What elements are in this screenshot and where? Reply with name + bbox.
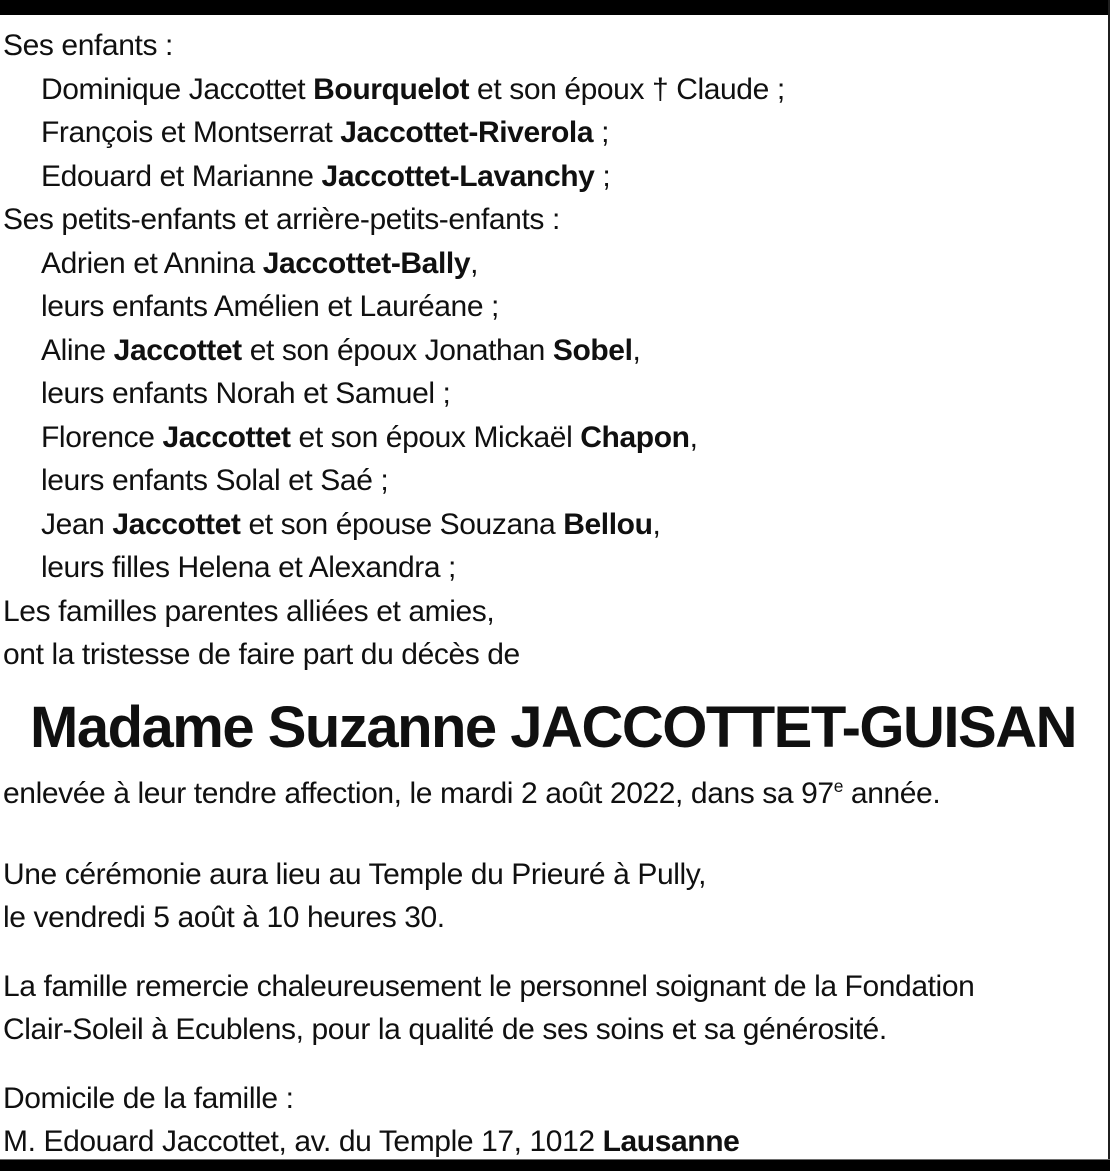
paragraph-line — [3, 1008, 1108, 1051]
ceremony-paragraph — [3, 853, 1108, 939]
family-line — [3, 242, 1108, 286]
family-line — [3, 459, 1108, 503]
family-list — [3, 24, 1108, 677]
death-announcement-line — [3, 765, 1108, 815]
text-segment: ; — [593, 116, 610, 149]
bold-name-segment: Jaccottet — [162, 420, 291, 454]
text-segment: leurs filles Helena et Alexandra ; — [41, 551, 456, 584]
family-line — [3, 68, 1108, 112]
text-segment: Aline — [41, 333, 114, 367]
text-segment: Florence — [41, 420, 163, 454]
bold-name-segment: Jaccottet — [113, 333, 242, 367]
bold-name-segment: Jaccottet-Bally — [262, 246, 471, 280]
text-segment: , — [652, 507, 661, 541]
text-segment: et son épouse Souzana — [240, 507, 564, 541]
text-segment: Ses petits-enfants et arrière-petits-enfants : — [3, 203, 560, 236]
text-segment: Domicile de la famille : — [3, 1081, 294, 1115]
text-segment: Ses enfants : — [3, 29, 173, 62]
text-segment: leurs enfants Norah et Samuel ; — [41, 377, 451, 410]
paragraph-line — [3, 896, 1108, 939]
bold-name-segment: Jaccottet — [112, 507, 241, 541]
bottom-bar — [0, 1159, 1110, 1171]
text-segment: année. — [842, 776, 941, 810]
paragraphs-container — [3, 853, 1108, 1163]
thanks-paragraph — [3, 965, 1108, 1051]
text-segment: M. Edouard Jaccottet, av. du Temple 17, 1012 — [3, 1124, 603, 1158]
family-line — [3, 198, 1108, 242]
text-segment: Dominique Jaccottet — [41, 72, 314, 106]
top-bar — [0, 0, 1110, 15]
text-segment: , — [632, 333, 641, 367]
text-segment: e — [833, 775, 843, 796]
bold-name-segment: Lausanne — [602, 1124, 740, 1158]
family-line — [3, 416, 1108, 460]
family-line — [3, 633, 1108, 677]
family-line — [3, 285, 1108, 329]
text-segment: enlevée à leur tendre affection, le mardi 2 août 2022, dans sa 97 — [3, 776, 834, 810]
text-segment: Les familles parentes alliées et amies, — [3, 594, 495, 628]
domicile-paragraph — [3, 1077, 1108, 1163]
text-segment: ont la tristesse de faire part du décès de — [3, 638, 520, 671]
family-line — [3, 111, 1108, 155]
family-line — [3, 503, 1108, 547]
paragraph-line — [3, 965, 1108, 1008]
text-segment: et son époux Mickaël — [290, 420, 581, 454]
text-segment: Jean — [41, 507, 113, 541]
bold-name-segment: Chapon — [580, 420, 690, 454]
text-segment: le vendredi 5 août à 10 heures 30. — [3, 900, 445, 934]
text-segment: leurs enfants Amélien et Lauréane ; — [41, 290, 499, 323]
paragraph-line — [3, 1077, 1108, 1120]
bold-name-segment: Sobel — [552, 333, 633, 367]
text-segment: , — [689, 420, 698, 454]
bold-name-segment: Jaccottet-Riverola — [340, 116, 594, 149]
text-segment: Edouard et Marianne — [41, 159, 322, 193]
family-line — [3, 590, 1108, 634]
family-line — [3, 329, 1108, 373]
text-segment: ; — [594, 159, 611, 193]
family-line — [3, 155, 1108, 199]
bold-name-segment: Bellou — [563, 507, 653, 541]
family-line — [3, 372, 1108, 416]
bold-name-segment: Bourquelot — [313, 72, 470, 106]
family-line — [3, 24, 1108, 68]
family-line — [3, 546, 1108, 590]
paragraph-line — [3, 1120, 1108, 1163]
text-segment: et son époux † Claude ; — [469, 72, 785, 106]
text-segment: Adrien et Annina — [41, 246, 263, 280]
text-segment: , — [470, 246, 479, 280]
bold-name-segment: Jaccottet-Lavanchy — [321, 159, 595, 193]
text-segment: Une cérémonie aura lieu au Temple du Prieuré à Pully, — [3, 857, 707, 891]
text-segment: Clair-Soleil à Ecublens, pour la qualité de ses soins et sa générosité. — [3, 1012, 887, 1046]
text-segment: François et Montserrat — [41, 116, 341, 149]
notice-content — [0, 15, 1108, 1163]
text-segment: et son époux Jonathan — [241, 333, 553, 367]
paragraph-line — [3, 853, 1108, 896]
text-segment: La famille remercie chaleureusement le personnel soignant de la Fondation — [3, 969, 975, 1003]
text-segment: leurs enfants Solal et Saé ; — [41, 464, 389, 497]
deceased-name-title: Madame Suzanne JACCOTTET-GUISAN — [30, 694, 1076, 760]
